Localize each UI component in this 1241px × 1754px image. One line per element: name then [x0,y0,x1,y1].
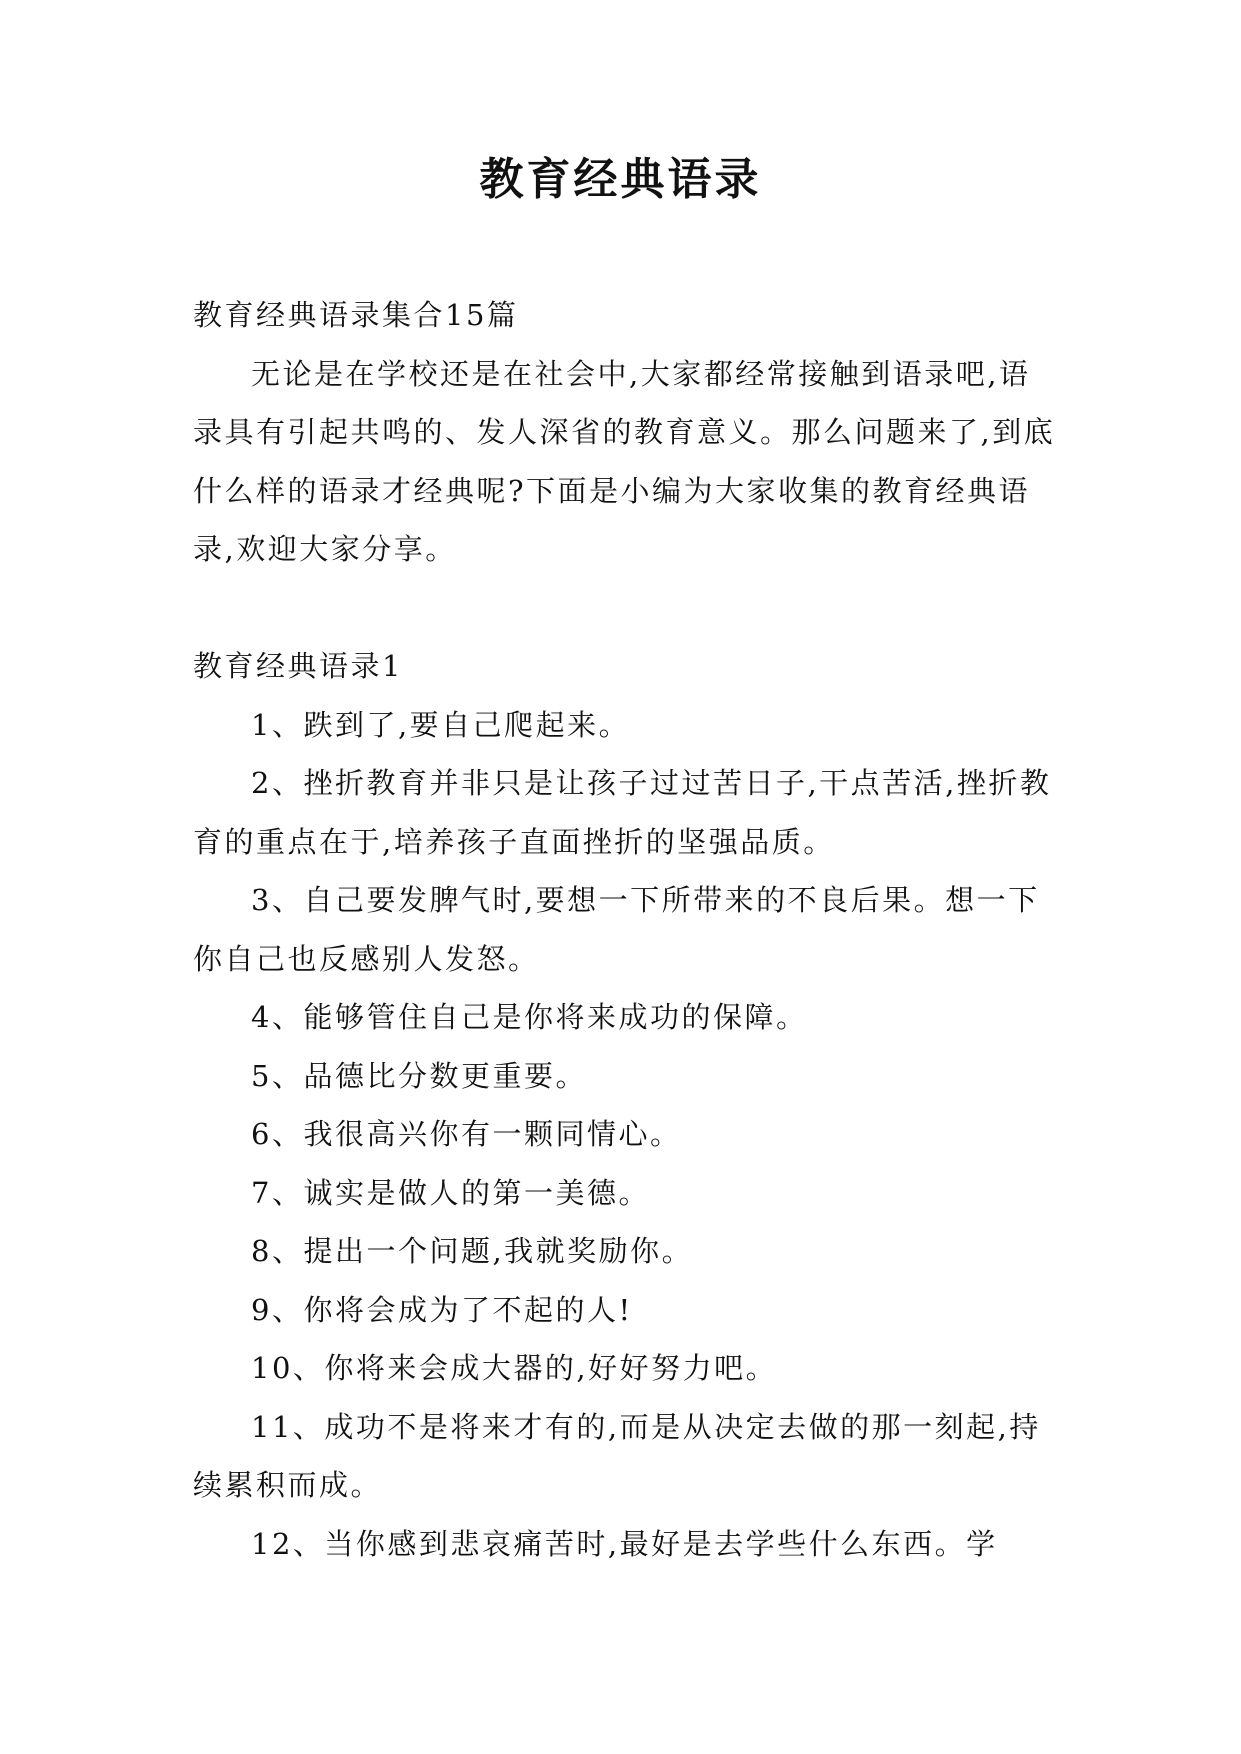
quote-item-2: 2、挫折教育并非只是让孩子过过苦日子,干点苦活,挫折教育的重点在于,培养孩子直面挫折的坚强品质。 [193,766,1052,859]
quote-item-5: 5、品德比分数更重要。 [251,1058,587,1093]
section-heading: 教育经典语录1 [193,649,403,683]
quote-item-8: 8、提出一个问题,我就奖励你。 [251,1234,694,1268]
quote-item-6: 6、我很高兴你有一颗同情心。 [251,1117,682,1151]
quote-item-7: 7、诚实是做人的第一美德。 [251,1175,650,1210]
quote-item-9: 9、你将会成为了不起的人! [251,1292,633,1327]
document-title: 教育经典语录 [479,154,762,205]
quote-item-10: 10、你将来会成大器的,好好努力吧。 [251,1351,778,1385]
quote-item-3: 3、自己要发脾气时,要想一下所带来的不良后果。想一下你自己也反感别人发怒。 [193,883,1040,976]
paragraph-gap [193,579,1061,638]
document-body [193,286,1061,1573]
subtitle: 教育经典语录集合15篇 [193,298,519,332]
quote-item-11: 11、成功不是将来才有的,而是从决定去做的那一刻起,持续累积而成。 [193,1409,1041,1502]
quote-item-1: 1、跌到了,要自己爬起来。 [251,707,631,742]
quote-item-4: 4、能够管住自己是你将来成功的保障。 [251,1000,808,1034]
quote-item-12: 12、当你感到悲哀痛苦时,最好是去学些什么东西。学 [251,1526,998,1561]
intro-paragraph: 无论是在学校还是在社会中,大家都经常接触到语录吧,语录具有引起共鸣的、发人深省的教育意义。那么问题来了,到底什么样的语录才经典呢?下面是小编为大家收集的教育经典语录,欢迎大家分享。 [193,356,1056,566]
